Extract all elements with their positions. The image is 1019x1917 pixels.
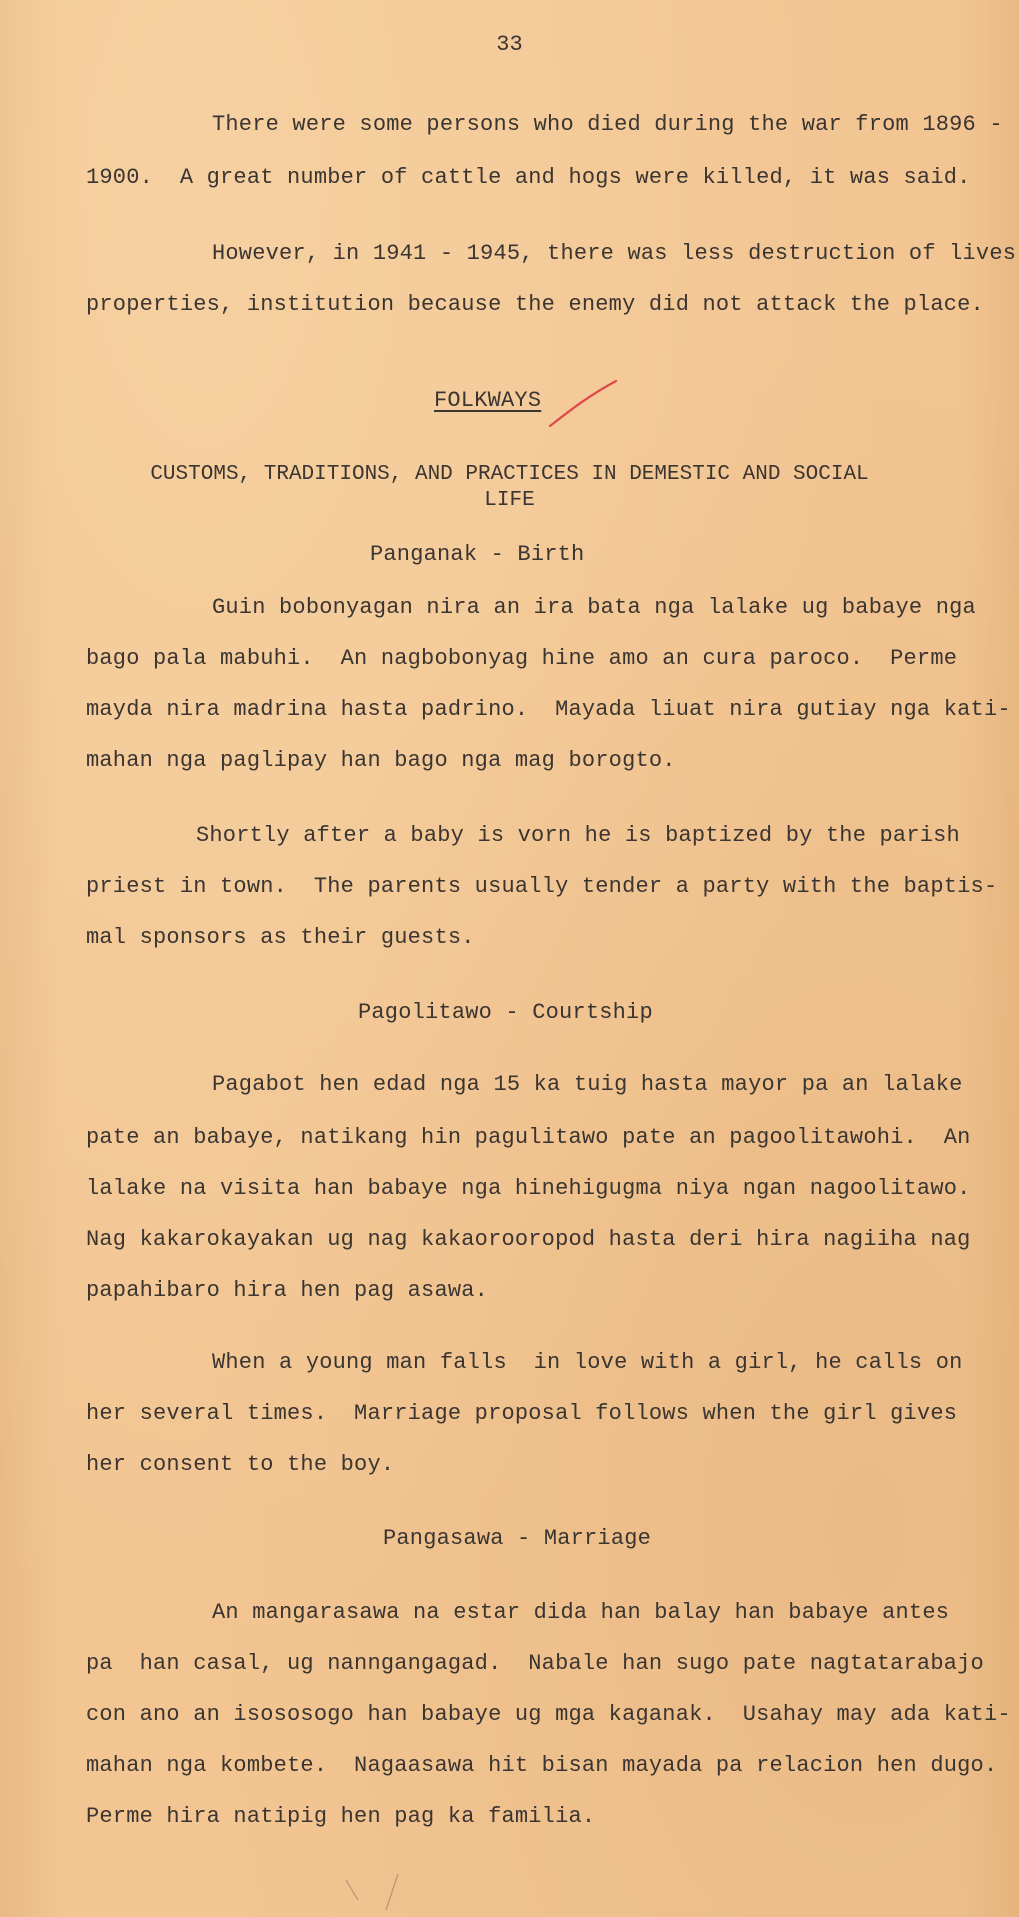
marriage-waray-line-4: mahan nga kombete. Nagaasawa hit bisan mayada pa relacion hen dugo. — [86, 1753, 998, 1778]
war-paragraph-line-1: There were some persons who died during the war from 1896 - — [212, 112, 1003, 137]
war-paragraph-2-line-1: However, in 1941 - 1945, there was less destruction of lives — [212, 241, 1017, 266]
pencil-scratch-icon — [340, 1870, 430, 1914]
courtship-english-line-3: her consent to the boy. — [86, 1452, 395, 1477]
birth-english-line-2: priest in town. The parents usually tender a party with the baptis- — [86, 874, 998, 899]
section-title: FOLKWAYS — [434, 388, 542, 413]
war-paragraph-2-line-2: properties, institution because the enemy did not attack the place. — [86, 292, 984, 317]
war-paragraph-line-2: 1900. A great number of cattle and hogs were killed, it was said. — [86, 165, 971, 190]
birth-english-line-1: Shortly after a baby is vorn he is baptized by the parish — [196, 823, 960, 848]
marriage-waray-line-3: con ano an isososogo han babaye ug mga kaganak. Usahay may ada kati- — [86, 1702, 1011, 1727]
courtship-waray-line-2: pate an babaye, natikang hin pagulitawo pate an pagoolitawohi. An — [86, 1125, 971, 1150]
section-subtitle-line-1: CUSTOMS, TRADITIONS, AND PRACTICES IN DEMESTIC AND SOCIAL — [150, 463, 869, 486]
courtship-heading: Pagolitawo - Courtship — [358, 1000, 653, 1025]
courtship-english-line-2: her several times. Marriage proposal follows when the girl gives — [86, 1401, 958, 1426]
courtship-waray-line-4: Nag kakarokayakan ug nag kakaorooropod hasta deri hira nagiiha nag — [86, 1227, 971, 1252]
birth-english-line-3: mal sponsors as their guests. — [86, 925, 475, 950]
courtship-english-line-1: When a young man falls in love with a girl, he calls on — [212, 1350, 963, 1375]
birth-heading: Panganak - Birth — [370, 542, 585, 567]
courtship-waray-line-1: Pagabot hen edad nga 15 ka tuig hasta mayor pa an lalake — [212, 1072, 963, 1097]
section-subtitle-line-2: LIFE — [484, 489, 535, 512]
marriage-waray-line-1: An mangarasawa na estar dida han balay han babaye antes — [212, 1600, 950, 1625]
birth-waray-line-3: mayda nira madrina hasta padrino. Mayada liuat nira gutiay nga kati- — [86, 697, 1011, 722]
page-number: 33 — [496, 32, 523, 57]
birth-waray-line-2: bago pala mabuhi. An nagbobonyag hine amo an cura paroco. Perme — [86, 646, 958, 671]
marriage-waray-line-2: pa han casal, ug nanngangagad. Nabale han sugo pate nagtatarabajo — [86, 1651, 984, 1676]
marriage-heading: Pangasawa - Marriage — [383, 1526, 652, 1551]
marriage-waray-line-5: Perme hira natipig hen pag ka familia. — [86, 1804, 596, 1829]
courtship-waray-line-5: papahibaro hira hen pag asawa. — [86, 1278, 489, 1303]
birth-waray-line-4: mahan nga paglipay han bago nga mag borogto. — [86, 748, 676, 773]
courtship-waray-line-3: lalake na visita han babaye nga hinehigugma niya ngan nagoolitawo. — [86, 1176, 971, 1201]
red-check-mark-icon — [548, 378, 620, 430]
birth-waray-line-1: Guin bobonyagan nira an ira bata nga lalake ug babaye nga — [212, 595, 976, 620]
